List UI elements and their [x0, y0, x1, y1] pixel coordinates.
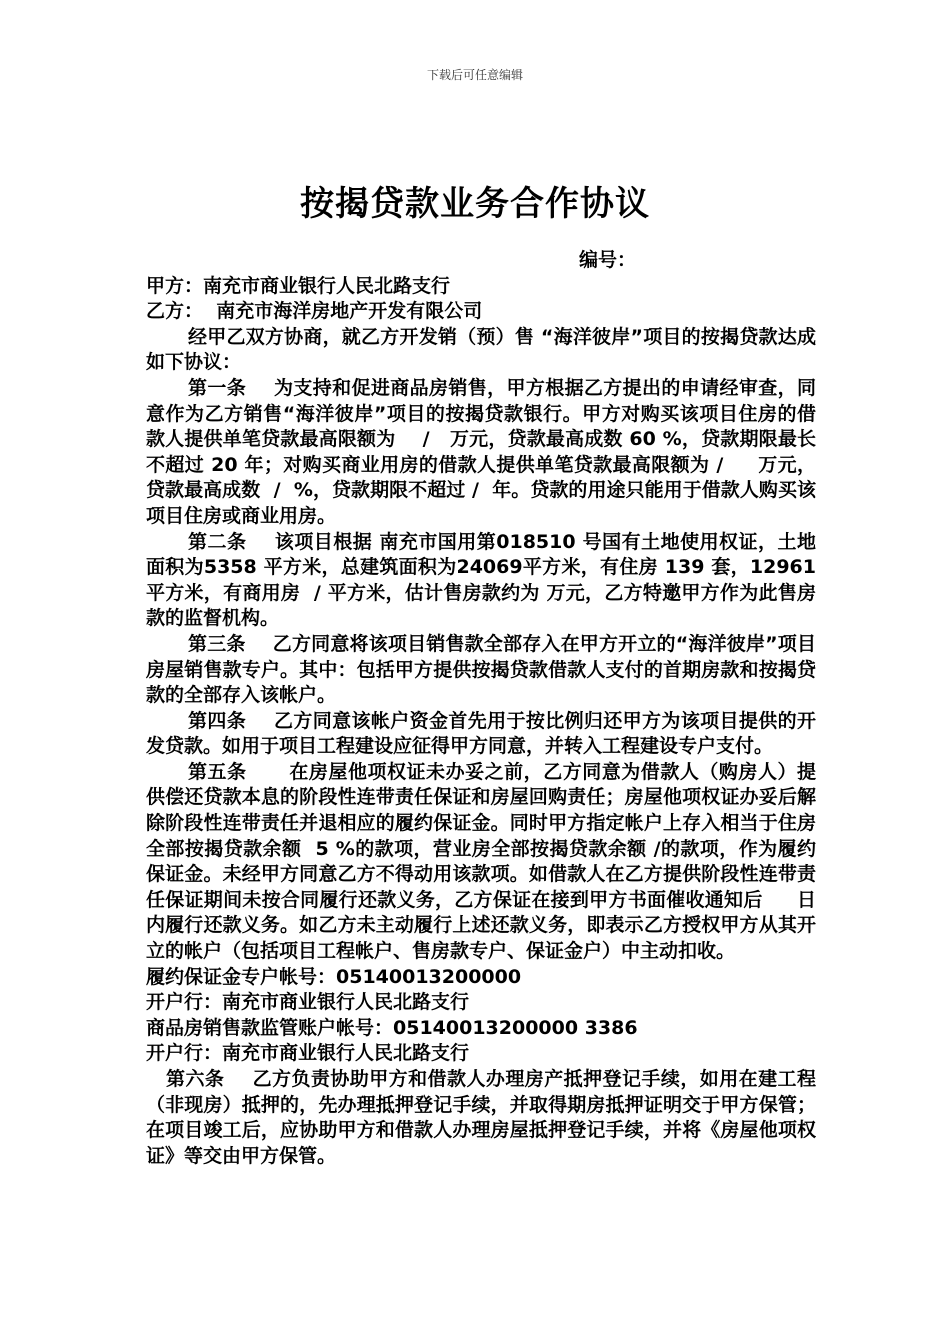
- article-2: 第二条 该项目根据 南充市国用第018510 号国有土地使用权证，土地面积为5358 平方米，总建筑面积为24069平方米，有住房 139 套，12961平方米，有商用房 / 平方米，估计售房款约为 万元，乙方特邀甲方作为此售房款的监督机构。: [146, 530, 816, 630]
- article-4: 第四条 乙方同意该帐户资金首先用于按比例归还甲方为该项目提供的开发贷款。如用于项目工程建设应征得甲方同意，并转入工程建设专户支付。: [146, 709, 816, 758]
- document-body: [146, 248, 816, 1169]
- header-note: 下载后可任意编辑: [426, 68, 523, 82]
- intro-paragraph: 经甲乙双方协商，就乙方开发销（预）售 “海洋彼岸”项目的按揭贷款达成如下协议：: [146, 325, 816, 374]
- document-title: 按揭贷款业务合作协议: [300, 184, 650, 224]
- party-b: 乙方： 南充市海洋房地产开发有限公司: [146, 300, 483, 323]
- article-1: 第一条 为支持和促进商品房销售，甲方根据乙方提出的申请经审查，同意作为乙方销售“海洋彼岸”项目的按揭贷款银行。甲方对购买该项目住房的借款人提供单笔贷款最高限额为 / 万元，贷款最高成数 60 %，贷款期限最长不超过 20 年；对购买商业用房的借款人提供单笔贷款最高限额为 / 万元，贷款最高成数 / %，贷款期限不超过 / 年。贷款的用途只能用于借款人购买该项目住房或商业用房。: [146, 376, 816, 527]
- number-label: 编号：: [578, 249, 636, 271]
- guarantee-account: 履约保证金专户帐号：05140013200000: [146, 965, 522, 988]
- bank-1: 开户行：南充市商业银行人民北路支行: [146, 991, 470, 1014]
- sales-account: 商品房销售款监管账户帐号：05140013200000 3386: [146, 1016, 638, 1039]
- party-a: 甲方：南充市商业银行人民北路支行: [146, 274, 451, 297]
- article-6: 第六条 乙方负责协助甲方和借款人办理房产抵押登记手续，如用在建工程（非现房）抵押的，先办理抵押登记手续，并取得期房抵押证明交于甲方保管；在项目竣工后，应协助甲方和借款人办理房屋抵押登记手续，并将《房屋他项权证》等交由甲方保管。: [146, 1068, 816, 1167]
- article-5: 第五条 在房屋他项权证未办妥之前，乙方同意为借款人（购房人）提供偿还贷款本息的阶段性连带责任保证和房屋回购责任；房屋他项权证办妥后解除阶段性连带责任并退相应的履约保证金。同时甲方指定帐户上存入相当于住房全部按揭贷款余额 5 %的款项，营业房全部按揭贷款余额 /的款项，作为履约保证金。未经甲方同意乙方不得动用该款项。如借款人在乙方提供阶段性连带责任保证期间未按合同履行还款义务，乙方保证在接到甲方书面催收通知后 日内履行还款义务。如乙方未主动履行上述还款义务，即表示乙方授权甲方从其开立的帐户（包括项目工程帐户、售房款专户、保证金户）中主动扣收。: [146, 760, 816, 963]
- article-3: 第三条 乙方同意将该项目销售款全部存入在甲方开立的“海洋彼岸”项目房屋销售款专户。其中：包括甲方提供按揭贷款借款人支付的首期房款和按揭贷款的全部存入该帐户。: [146, 632, 816, 707]
- bank-2: 开户行：南充市商业银行人民北路支行: [146, 1042, 470, 1065]
